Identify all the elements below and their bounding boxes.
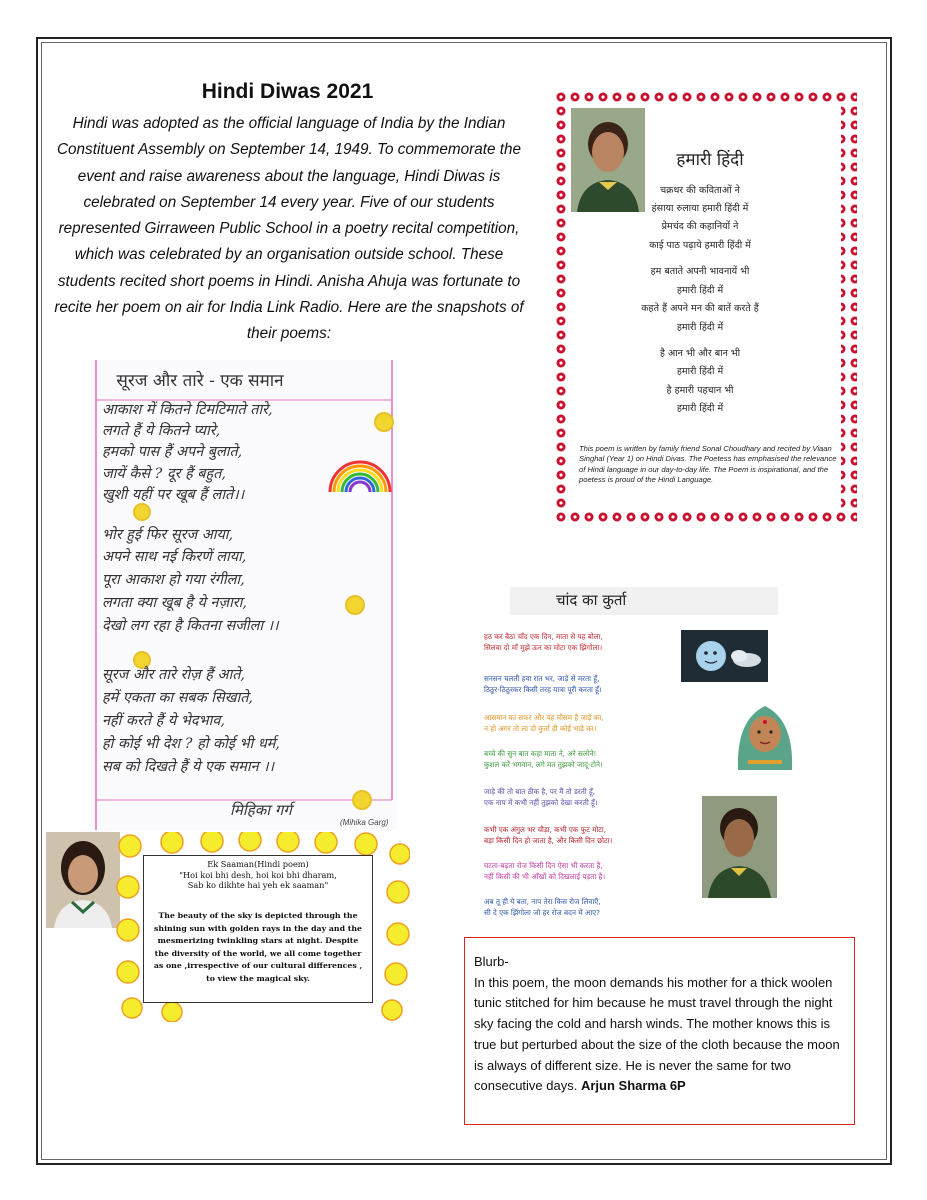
blurb-author: Arjun Sharma 6P [580, 1078, 686, 1094]
poem-line: हमें एकता का सबक सिखाते, [102, 690, 253, 706]
hamari-hindi-note: This poem is written by family friend Sonal Choudhary and recited by Viaan Singhal (Year 1) on Hindi Divas. The Poetess has emphasised the relevance of Hindi language in our day-to-day life. The Poem is inspirational, and the poetess is proud of the Hindi Language. [579, 444, 837, 485]
blurb-text [474, 952, 846, 1097]
hamari-hindi-line: है आन भी और बान भी [659, 348, 741, 359]
moon-illustration [681, 630, 768, 682]
poem-line: जायें कैसे ? दूर हैं बहुत, [102, 466, 226, 482]
ek-saaman-description: The beauty of the sky is depicted through the shining sun with golden rays in the day and the mesmerizing twinkling stars at night. Despite the diversity of the world, we all come together as one ,irrespective of our cultural differences , to view the magical sky. [153, 911, 363, 983]
hamari-hindi-line: चक्रधर की कविताओं ने [660, 185, 740, 196]
poem-line: सब को दिखते हैं ये एक समान ।। [102, 759, 275, 775]
chand-stanza: बच्चे की सुन बात कहा माता ने, अरे सलोने! कुशल करें भगवान, लगे मत तुझको जादू-टोने। [484, 749, 603, 769]
chand-stanza: जाड़े की तो बात ठीक है, पर मैं तो डरती हूँ, एक नाप में कभी नहीं तुझको देखा करती हूँ। [484, 787, 598, 807]
poem-line: लगते हैं ये कितने प्यारे, [102, 423, 221, 439]
poem-line: अपने साथ नई किरणें लाया, [102, 549, 247, 565]
poem-line: नहीं करते हैं ये भेदभाव, [102, 713, 225, 729]
chand-stanza: अब तू ही ये बता, नाप तेरा किस रोज लिवाएँ, सी दे एक झिंगोला जो हर रोज बदन में आए? [484, 897, 601, 917]
hamari-hindi-line: हमारी हिंदी में [676, 322, 724, 333]
mother-illustration [732, 700, 798, 770]
chand-stanza: सनसन चलती हवा रात भर, जाड़े से मरता हूँ, ठिठुर-ठिठुरकर किसी तरह यात्रा पूरी करता हूँ। [484, 674, 602, 694]
student-photo-boy-young [571, 108, 645, 212]
chand-ka-kurta-title: चांद का कुर्ता [556, 591, 627, 609]
handwritten-signature: मिहिका गर्ग [230, 801, 292, 819]
blurb-body: In this poem, the moon demands his mother for a thick woolen tunic stitched for him because he must travel through the night sky facing the cold and harsh winds. The mother knows this is true but perturbed about the size of the cloth because the moon is always of different size. He is never the same for two consecutive days. [474, 974, 840, 1094]
hamari-hindi-title: हमारी हिंदी [676, 150, 744, 170]
poem-line: हो कोई भी देश ? हो कोई भी धर्म, [102, 736, 280, 752]
poem-line: भोर हुई फिर सूरज आया, [102, 527, 234, 543]
poem-line: लगता क्या खूब है ये नज़ारा, [102, 595, 247, 611]
hamari-hindi-line: काई पाठ पढ़ाये हमारी हिंदी में [649, 240, 751, 251]
page-title: Hindi Diwas 2021 [201, 80, 374, 103]
hamari-hindi-line: कहते हैं अपने मन की बातें करते हैं [641, 303, 759, 314]
hamari-hindi-line: हंसाया रुलाया हमारी हिंदी में [651, 203, 749, 214]
handwritten-signature-english: (Mihika Garg) [340, 818, 389, 827]
chand-stanza: हठ कर बैठा चाँद एक दिन, माता से यह बोला, सिलवा दो माँ मुझे ऊन का मोटा एक झिंगोला। [484, 632, 603, 652]
hamari-hindi-line: है हमारी पहचान भी [666, 385, 734, 396]
hamari-hindi-line: हम बताते अपनी भावनायें भी [650, 266, 750, 277]
ek-saaman-title: Ek Saaman(Hindi poem) "Hoi koi bhi desh, hoi koi bhi dharam, Sab ko dikhte hai yeh ek saaman" [179, 859, 337, 890]
poem-line: हमको पास हैं अपने बुलाते, [102, 444, 243, 460]
hamari-hindi-line: हमारी हिंदी में [676, 366, 724, 377]
chand-ka-kurta-header [510, 587, 778, 615]
chand-stanza: आसमान का सफर और यह मौसम है जाड़े का, न हो अगर तो ला दो कुर्ता ही कोई भाड़े का। [484, 713, 604, 733]
hamari-hindi-line: हमारी हिंदी में [676, 285, 724, 296]
poem-line: आकाश में कितने टिमटिमाते तारे, [102, 402, 273, 418]
handwritten-poem-title: सूरज और तारे - एक समान [116, 371, 284, 391]
blurb-label: Blurb- [474, 954, 509, 969]
poem-line: पूरा आकाश हो गया रंगीला, [102, 572, 245, 588]
hamari-hindi-line: प्रेमचंद की कहानियों ने [661, 221, 739, 232]
poem-line: खुशी यहीं पर खूब हैं लाते।। [102, 487, 245, 503]
poem-line: सूरज और तारे रोज़ हैं आते, [102, 667, 246, 683]
chand-stanza: कभी एक अंगुल भर चौड़ा, कभी एक फुट मोटा, बड़ा किसी दिन हो जाता है, और किसी दिन छोटा। [484, 825, 613, 845]
intro-paragraph: Hindi was adopted as the official language of India by the Indian Constituent Assembly on September 14, 1949. To commemorate the event and raise awareness about the language, Hindi Diwas is celebrated on September 14 every year. Five of our students represented Girraween Public School in a poetry recital competition, which was celebrated by an organisation outside school. These students recited short poems in Hindi. Anisha Ahuja was fortunate to recite her poem on air for India Link Radio. Here are the snapshots of their poems: [54, 115, 524, 343]
hamari-hindi-line: हमारी हिंदी में [676, 403, 724, 414]
student-photo-girl [46, 832, 120, 928]
poem-line: देखो लग रहा है कितना सजीला ।। [102, 618, 279, 634]
student-photo-boy [702, 796, 777, 898]
chand-stanza: घटता-बढ़ता रोज किसी दिन ऐसा भी करता है, नहीं किसी की भी आँखों को दिखलाई पड़ता है। [484, 861, 606, 881]
